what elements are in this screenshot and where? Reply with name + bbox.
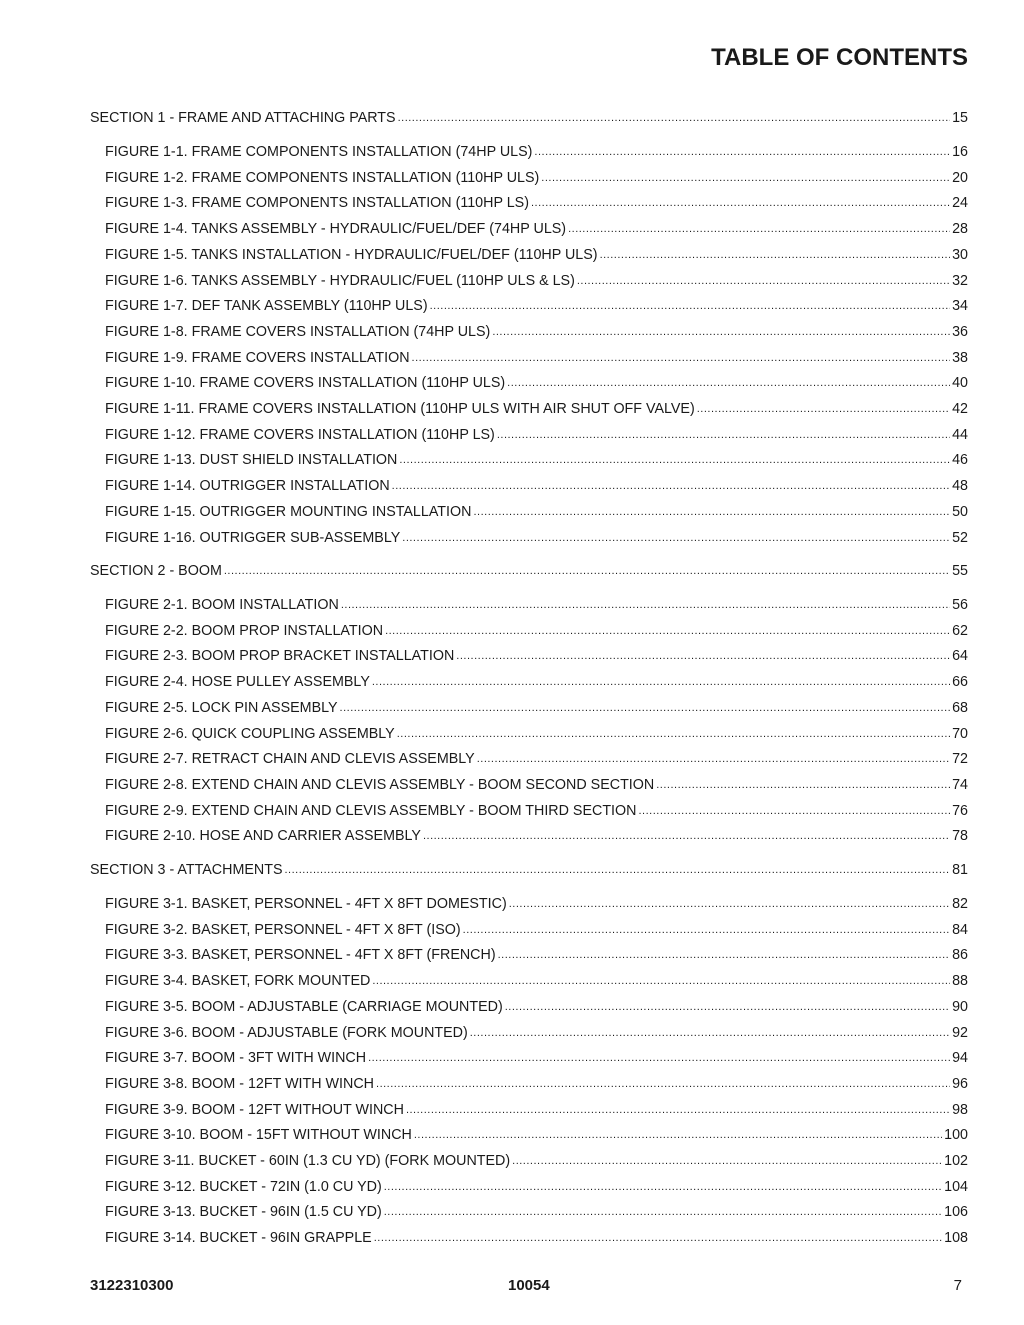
- toc-figure-entry-label: FIGURE 3-9. BOOM - 12FT WITHOUT WINCH: [105, 1102, 404, 1118]
- toc-figure-entry[interactable]: [105, 801, 968, 821]
- toc-figure-entry-label: FIGURE 2-8. EXTEND CHAIN AND CLEVIS ASSEMBLY - BOOM SECOND SECTION: [105, 777, 655, 793]
- toc-figure-entry-label: FIGURE 3-2. BASKET, PERSONNEL - 4FT X 8FT (ISO): [105, 922, 461, 938]
- toc-figure-entry-page-number: 34: [952, 298, 968, 314]
- toc-figure-entry-label: FIGURE 1-11. FRAME COVERS INSTALLATION (110HP ULS WITH AIR SHUT OFF VALVE): [105, 401, 695, 417]
- dot-leader: [430, 296, 951, 316]
- toc-figure-entry-page-number: 98: [952, 1102, 968, 1118]
- toc-figure-entry-page-number: 16: [952, 144, 968, 160]
- toc-figure-entry[interactable]: [105, 1100, 968, 1120]
- dot-leader: [497, 425, 950, 445]
- toc-section-entry-page-number: 81: [952, 862, 968, 878]
- toc-figure-entry-label: FIGURE 3-13. BUCKET - 96IN (1.5 CU YD): [105, 1204, 382, 1220]
- dot-leader: [384, 1202, 942, 1222]
- toc-figure-entry-label: FIGURE 1-2. FRAME COMPONENTS INSTALLATION (110HP ULS): [105, 170, 540, 186]
- toc-figure-entry-label: FIGURE 1-6. TANKS ASSEMBLY - HYDRAULIC/FUEL (110HP ULS & LS): [105, 273, 575, 289]
- toc-figure-entry-page-number: 78: [952, 828, 968, 844]
- toc-figure-entry-label: FIGURE 3-4. BASKET, FORK MOUNTED: [105, 973, 371, 989]
- toc-figure-entry-label: FIGURE 1-3. FRAME COMPONENTS INSTALLATION (110HP LS): [105, 195, 529, 211]
- dot-leader: [392, 476, 950, 496]
- footer-page-number: 7: [953, 1277, 962, 1294]
- toc-figure-entry[interactable]: [105, 348, 968, 368]
- dot-leader: [568, 219, 950, 239]
- dot-leader: [285, 860, 951, 880]
- toc-figure-entry-page-number: 30: [952, 247, 968, 263]
- dot-leader: [372, 672, 950, 692]
- toc-figure-entry[interactable]: [105, 296, 968, 316]
- dot-leader: [341, 595, 950, 615]
- dot-leader: [473, 502, 950, 522]
- toc-figure-entry[interactable]: [105, 322, 968, 342]
- toc-figure-entry-label: FIGURE 3-7. BOOM - 3FT WITH WINCH: [105, 1050, 367, 1066]
- toc-figure-entry-label: FIGURE 3-6. BOOM - ADJUSTABLE (FORK MOUNTED): [105, 1025, 468, 1041]
- toc-figure-entry-label: FIGURE 1-12. FRAME COVERS INSTALLATION (110HP LS): [105, 427, 495, 443]
- toc-figure-entry-label: FIGURE 2-7. RETRACT CHAIN AND CLEVIS ASSEMBLY: [105, 751, 475, 767]
- toc-figure-entry[interactable]: [105, 1202, 968, 1222]
- toc-figure-entry-label: FIGURE 3-5. BOOM - ADJUSTABLE (CARRIAGE MOUNTED): [105, 999, 503, 1015]
- toc-figure-entry-page-number: 108: [944, 1230, 968, 1246]
- footer-doc-number: 3122310300: [90, 1277, 174, 1294]
- toc-figure-entry[interactable]: [105, 826, 968, 846]
- toc-figure-entry-label: FIGURE 1-7. DEF TANK ASSEMBLY (110HP ULS): [105, 298, 428, 314]
- toc-figure-entry-page-number: 20: [952, 170, 968, 186]
- toc-figure-entry-label: FIGURE 1-10. FRAME COVERS INSTALLATION (110HP ULS): [105, 375, 506, 391]
- toc-figure-entry[interactable]: [105, 672, 968, 692]
- dot-leader: [398, 108, 951, 128]
- dot-leader: [697, 399, 950, 419]
- toc-figure-entry-page-number: 56: [952, 597, 968, 613]
- dot-leader: [340, 698, 951, 718]
- toc-figure-entry[interactable]: [105, 1177, 968, 1197]
- toc-figure-entry[interactable]: [105, 775, 968, 795]
- toc-figure-entry-label: FIGURE 3-10. BOOM - 15FT WITHOUT WINCH: [105, 1127, 412, 1143]
- toc-figure-entry-page-number: 38: [952, 350, 968, 366]
- toc-figure-entry[interactable]: [105, 724, 968, 744]
- toc-figure-entry-page-number: 102: [944, 1153, 968, 1169]
- toc-figure-entry-page-number: 68: [952, 700, 968, 716]
- toc-figure-entry-page-number: 52: [952, 530, 968, 546]
- toc-figure-entry-page-number: 44: [952, 427, 968, 443]
- toc-figure-entry-label: FIGURE 1-13. DUST SHIELD INSTALLATION: [105, 452, 398, 468]
- toc-figure-entry[interactable]: [105, 997, 968, 1017]
- toc-figure-entry-label: FIGURE 2-3. BOOM PROP BRACKET INSTALLATION: [105, 648, 455, 664]
- toc-section-entry[interactable]: [90, 561, 968, 581]
- toc-figure-entry[interactable]: [105, 502, 968, 522]
- toc-figure-entry-label: FIGURE 1-4. TANKS ASSEMBLY - HYDRAULIC/FUEL/DEF (74HP ULS): [105, 221, 567, 237]
- dot-leader: [509, 894, 950, 914]
- toc-figure-entry-label: FIGURE 1-16. OUTRIGGER SUB-ASSEMBLY: [105, 530, 401, 546]
- toc-figure-entry-page-number: 42: [952, 401, 968, 417]
- toc-section-entry-label: SECTION 3 - ATTACHMENTS: [90, 862, 283, 878]
- toc-section-entry[interactable]: [90, 108, 968, 128]
- dot-leader: [412, 348, 951, 368]
- toc-figure-entry-label: FIGURE 1-14. OUTRIGGER INSTALLATION: [105, 478, 390, 494]
- dot-leader: [638, 801, 950, 821]
- toc-figure-entry[interactable]: [105, 595, 968, 615]
- dot-leader: [498, 945, 951, 965]
- toc-figure-entry-label: FIGURE 2-6. QUICK COUPLING ASSEMBLY: [105, 726, 395, 742]
- toc-figure-entry-page-number: 66: [952, 674, 968, 690]
- toc-figure-entry[interactable]: [105, 450, 968, 470]
- dot-leader: [541, 168, 950, 188]
- dot-leader: [463, 920, 950, 940]
- toc-figure-entry-label: FIGURE 1-5. TANKS INSTALLATION - HYDRAULIC/FUEL/DEF (110HP ULS): [105, 247, 598, 263]
- dot-leader: [224, 561, 950, 581]
- dot-leader: [406, 1100, 950, 1120]
- dot-leader: [470, 1023, 950, 1043]
- toc-figure-entry-page-number: 64: [952, 648, 968, 664]
- toc-figure-entry-page-number: 106: [944, 1204, 968, 1220]
- toc-figure-entry-label: FIGURE 3-1. BASKET, PERSONNEL - 4FT X 8FT DOMESTIC): [105, 896, 507, 912]
- dot-leader: [384, 1177, 942, 1197]
- toc-figure-entry-label: FIGURE 1-1. FRAME COMPONENTS INSTALLATION (74HP ULS): [105, 144, 533, 160]
- dot-leader: [492, 322, 950, 342]
- toc-figure-entry[interactable]: [105, 476, 968, 496]
- toc-figure-entry-page-number: 28: [952, 221, 968, 237]
- dot-leader: [534, 142, 950, 162]
- toc-figure-entry-page-number: 84: [952, 922, 968, 938]
- toc-figure-entry-page-number: 94: [952, 1050, 968, 1066]
- toc-figure-entry[interactable]: [105, 1023, 968, 1043]
- dot-leader: [577, 271, 950, 291]
- toc-section-entry-label: SECTION 1 - FRAME AND ATTACHING PARTS: [90, 110, 396, 126]
- toc-figure-entry[interactable]: [105, 271, 968, 291]
- toc-figure-entry[interactable]: [105, 1151, 968, 1171]
- dot-leader: [376, 1074, 950, 1094]
- toc-figure-entry[interactable]: [105, 219, 968, 239]
- toc-figure-entry-label: FIGURE 3-3. BASKET, PERSONNEL - 4FT X 8FT (FRENCH): [105, 947, 496, 963]
- toc-figure-entry-page-number: 36: [952, 324, 968, 340]
- toc-figure-entry-page-number: 90: [952, 999, 968, 1015]
- dot-leader: [600, 245, 951, 265]
- toc-figure-entry[interactable]: [105, 1048, 968, 1068]
- toc-figure-entry[interactable]: [105, 749, 968, 769]
- toc-figure-entry-label: FIGURE 1-9. FRAME COVERS INSTALLATION: [105, 350, 410, 366]
- toc-section-entry-page-number: 15: [952, 110, 968, 126]
- toc-figure-entry-label: FIGURE 2-2. BOOM PROP INSTALLATION: [105, 623, 384, 639]
- toc-figure-entry-page-number: 88: [952, 973, 968, 989]
- toc-figure-entry-page-number: 46: [952, 452, 968, 468]
- toc-figure-entry[interactable]: [105, 971, 968, 991]
- toc-figure-entry[interactable]: [105, 373, 968, 393]
- toc-figure-entry[interactable]: [105, 245, 968, 265]
- toc-figure-entry[interactable]: [105, 1228, 968, 1248]
- toc-figure-entry-page-number: 48: [952, 478, 968, 494]
- dot-leader: [399, 450, 950, 470]
- toc-figure-entry[interactable]: [105, 528, 968, 548]
- toc-figure-entry-page-number: 50: [952, 504, 968, 520]
- toc-figure-entry-page-number: 32: [952, 273, 968, 289]
- toc-figure-entry[interactable]: [105, 698, 968, 718]
- footer-model: 10054: [508, 1277, 550, 1294]
- toc-figure-entry[interactable]: [105, 894, 968, 914]
- toc-figure-entry[interactable]: [105, 621, 968, 641]
- dot-leader: [374, 1228, 942, 1248]
- dot-leader: [505, 997, 950, 1017]
- toc-figure-entry-page-number: 70: [952, 726, 968, 742]
- toc-figure-entry-label: FIGURE 2-5. LOCK PIN ASSEMBLY: [105, 700, 338, 716]
- toc-figure-entry-label: FIGURE 2-4. HOSE PULLEY ASSEMBLY: [105, 674, 370, 690]
- toc-figure-entry-page-number: 104: [944, 1179, 968, 1195]
- toc-figure-entry-page-number: 86: [952, 947, 968, 963]
- dot-leader: [423, 826, 950, 846]
- toc-figure-entry-page-number: 74: [952, 777, 968, 793]
- dot-leader: [368, 1048, 950, 1068]
- dot-leader: [477, 749, 950, 769]
- toc-figure-entry[interactable]: [105, 1074, 968, 1094]
- toc-figure-entry[interactable]: [105, 646, 968, 666]
- toc-figure-entry-label: FIGURE 2-1. BOOM INSTALLATION: [105, 597, 339, 613]
- toc-figure-entry-page-number: 96: [952, 1076, 968, 1092]
- toc-figure-entry-page-number: 72: [952, 751, 968, 767]
- toc-figure-entry[interactable]: [105, 945, 968, 965]
- toc-figure-entry-label: FIGURE 2-9. EXTEND CHAIN AND CLEVIS ASSEMBLY - BOOM THIRD SECTION: [105, 803, 637, 819]
- toc-figure-entry-page-number: 100: [944, 1127, 968, 1143]
- toc-figure-entry[interactable]: [105, 168, 968, 188]
- dot-leader: [512, 1151, 942, 1171]
- toc-figure-entry[interactable]: [105, 193, 968, 213]
- toc-figure-entry-page-number: 40: [952, 375, 968, 391]
- dot-leader: [397, 724, 950, 744]
- toc-figure-entry-page-number: 62: [952, 623, 968, 639]
- toc-figure-entry-label: FIGURE 3-14. BUCKET - 96IN GRAPPLE: [105, 1230, 372, 1246]
- toc-section-entry[interactable]: [90, 860, 968, 880]
- toc-figure-entry[interactable]: [105, 1125, 968, 1145]
- dot-leader: [507, 373, 950, 393]
- toc-figure-entry-page-number: 76: [952, 803, 968, 819]
- toc-figure-entry[interactable]: [105, 920, 968, 940]
- dot-leader: [372, 971, 950, 991]
- dot-leader: [456, 646, 950, 666]
- toc-figure-entry[interactable]: [105, 142, 968, 162]
- toc-figure-entry[interactable]: [105, 399, 968, 419]
- toc-figure-entry-label: FIGURE 3-8. BOOM - 12FT WITH WINCH: [105, 1076, 375, 1092]
- toc-figure-entry-label: FIGURE 3-11. BUCKET - 60IN (1.3 CU YD) (FORK MOUNTED): [105, 1153, 511, 1169]
- toc-figure-entry-label: FIGURE 1-15. OUTRIGGER MOUNTING INSTALLATION: [105, 504, 472, 520]
- toc-figure-entry-label: FIGURE 2-10. HOSE AND CARRIER ASSEMBLY: [105, 828, 421, 844]
- page-title: TABLE OF CONTENTS: [711, 44, 968, 71]
- toc-figure-entry-page-number: 24: [952, 195, 968, 211]
- dot-leader: [656, 775, 950, 795]
- toc-figure-entry-page-number: 92: [952, 1025, 968, 1041]
- dot-leader: [414, 1125, 942, 1145]
- dot-leader: [402, 528, 950, 548]
- dot-leader: [385, 621, 950, 641]
- toc-figure-entry[interactable]: [105, 425, 968, 445]
- toc-section-entry-page-number: 55: [952, 563, 968, 579]
- toc-figure-entry-label: FIGURE 3-12. BUCKET - 72IN (1.0 CU YD): [105, 1179, 382, 1195]
- toc-figure-entry-page-number: 82: [952, 896, 968, 912]
- toc-section-entry-label: SECTION 2 - BOOM: [90, 563, 222, 579]
- toc-figure-entry-label: FIGURE 1-8. FRAME COVERS INSTALLATION (74HP ULS): [105, 324, 491, 340]
- dot-leader: [531, 193, 950, 213]
